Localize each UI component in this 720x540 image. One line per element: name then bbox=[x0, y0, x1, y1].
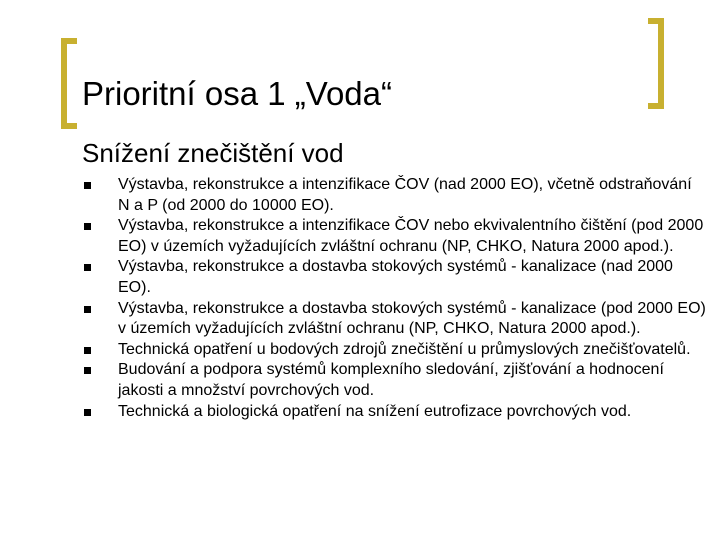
square-bullet-icon bbox=[84, 409, 91, 416]
square-bullet-icon bbox=[84, 182, 91, 189]
bullet-item bbox=[84, 175, 706, 216]
bullet-text: Výstavba, rekonstrukce a intenzifikace ČOV (nad 2000 EO), včetně odstraňování N a P (od 2000 do 10000 EO). bbox=[118, 176, 692, 214]
bullet-list bbox=[84, 175, 706, 422]
square-bullet-icon bbox=[84, 367, 91, 374]
right-bracket-decoration bbox=[648, 18, 664, 109]
bullet-text: Výstavba, rekonstrukce a intenzifikace ČOV nebo ekvivalentního čištění (pod 2000 EO) v územích vyžadujících zvláštní ochranu (NP, CHKO, Natura 2000 apod.). bbox=[118, 217, 704, 255]
bullet-text: Výstavba, rekonstrukce a dostavba stokových systémů - kanalizace (nad 2000 EO). bbox=[118, 258, 673, 296]
square-bullet-icon bbox=[84, 223, 91, 230]
left-bracket-decoration bbox=[61, 38, 77, 129]
square-bullet-icon bbox=[84, 347, 91, 354]
bullet-text: Výstavba, rekonstrukce a dostavba stokových systémů - kanalizace (pod 2000 EO) v územích vyžadujících zvláštní ochranu (NP, CHKO, Natura 2000 apod.). bbox=[118, 299, 706, 338]
bullet-item bbox=[84, 360, 706, 401]
bullet-item bbox=[84, 216, 706, 257]
bullet-item bbox=[84, 257, 706, 298]
bullet-item bbox=[84, 402, 706, 423]
bullet-text: Budování a podpora systémů komplexního sledování, zjišťování a hodnocení jakosti a množství povrchových vod. bbox=[118, 361, 664, 399]
bullet-text: Technická a biologická opatření na snížení eutrofizace povrchových vod. bbox=[118, 402, 632, 420]
slide-subtitle: Snížení znečištění vod bbox=[82, 138, 344, 168]
square-bullet-icon bbox=[84, 306, 91, 313]
bullet-text: Technická opatření u bodových zdrojů znečištění u průmyslových znečišťovatelů. bbox=[118, 340, 691, 358]
bullet-item bbox=[84, 299, 706, 340]
bullet-item bbox=[84, 340, 706, 361]
square-bullet-icon bbox=[84, 264, 91, 271]
slide-title: Prioritní osa 1 „Voda“ bbox=[82, 75, 392, 112]
